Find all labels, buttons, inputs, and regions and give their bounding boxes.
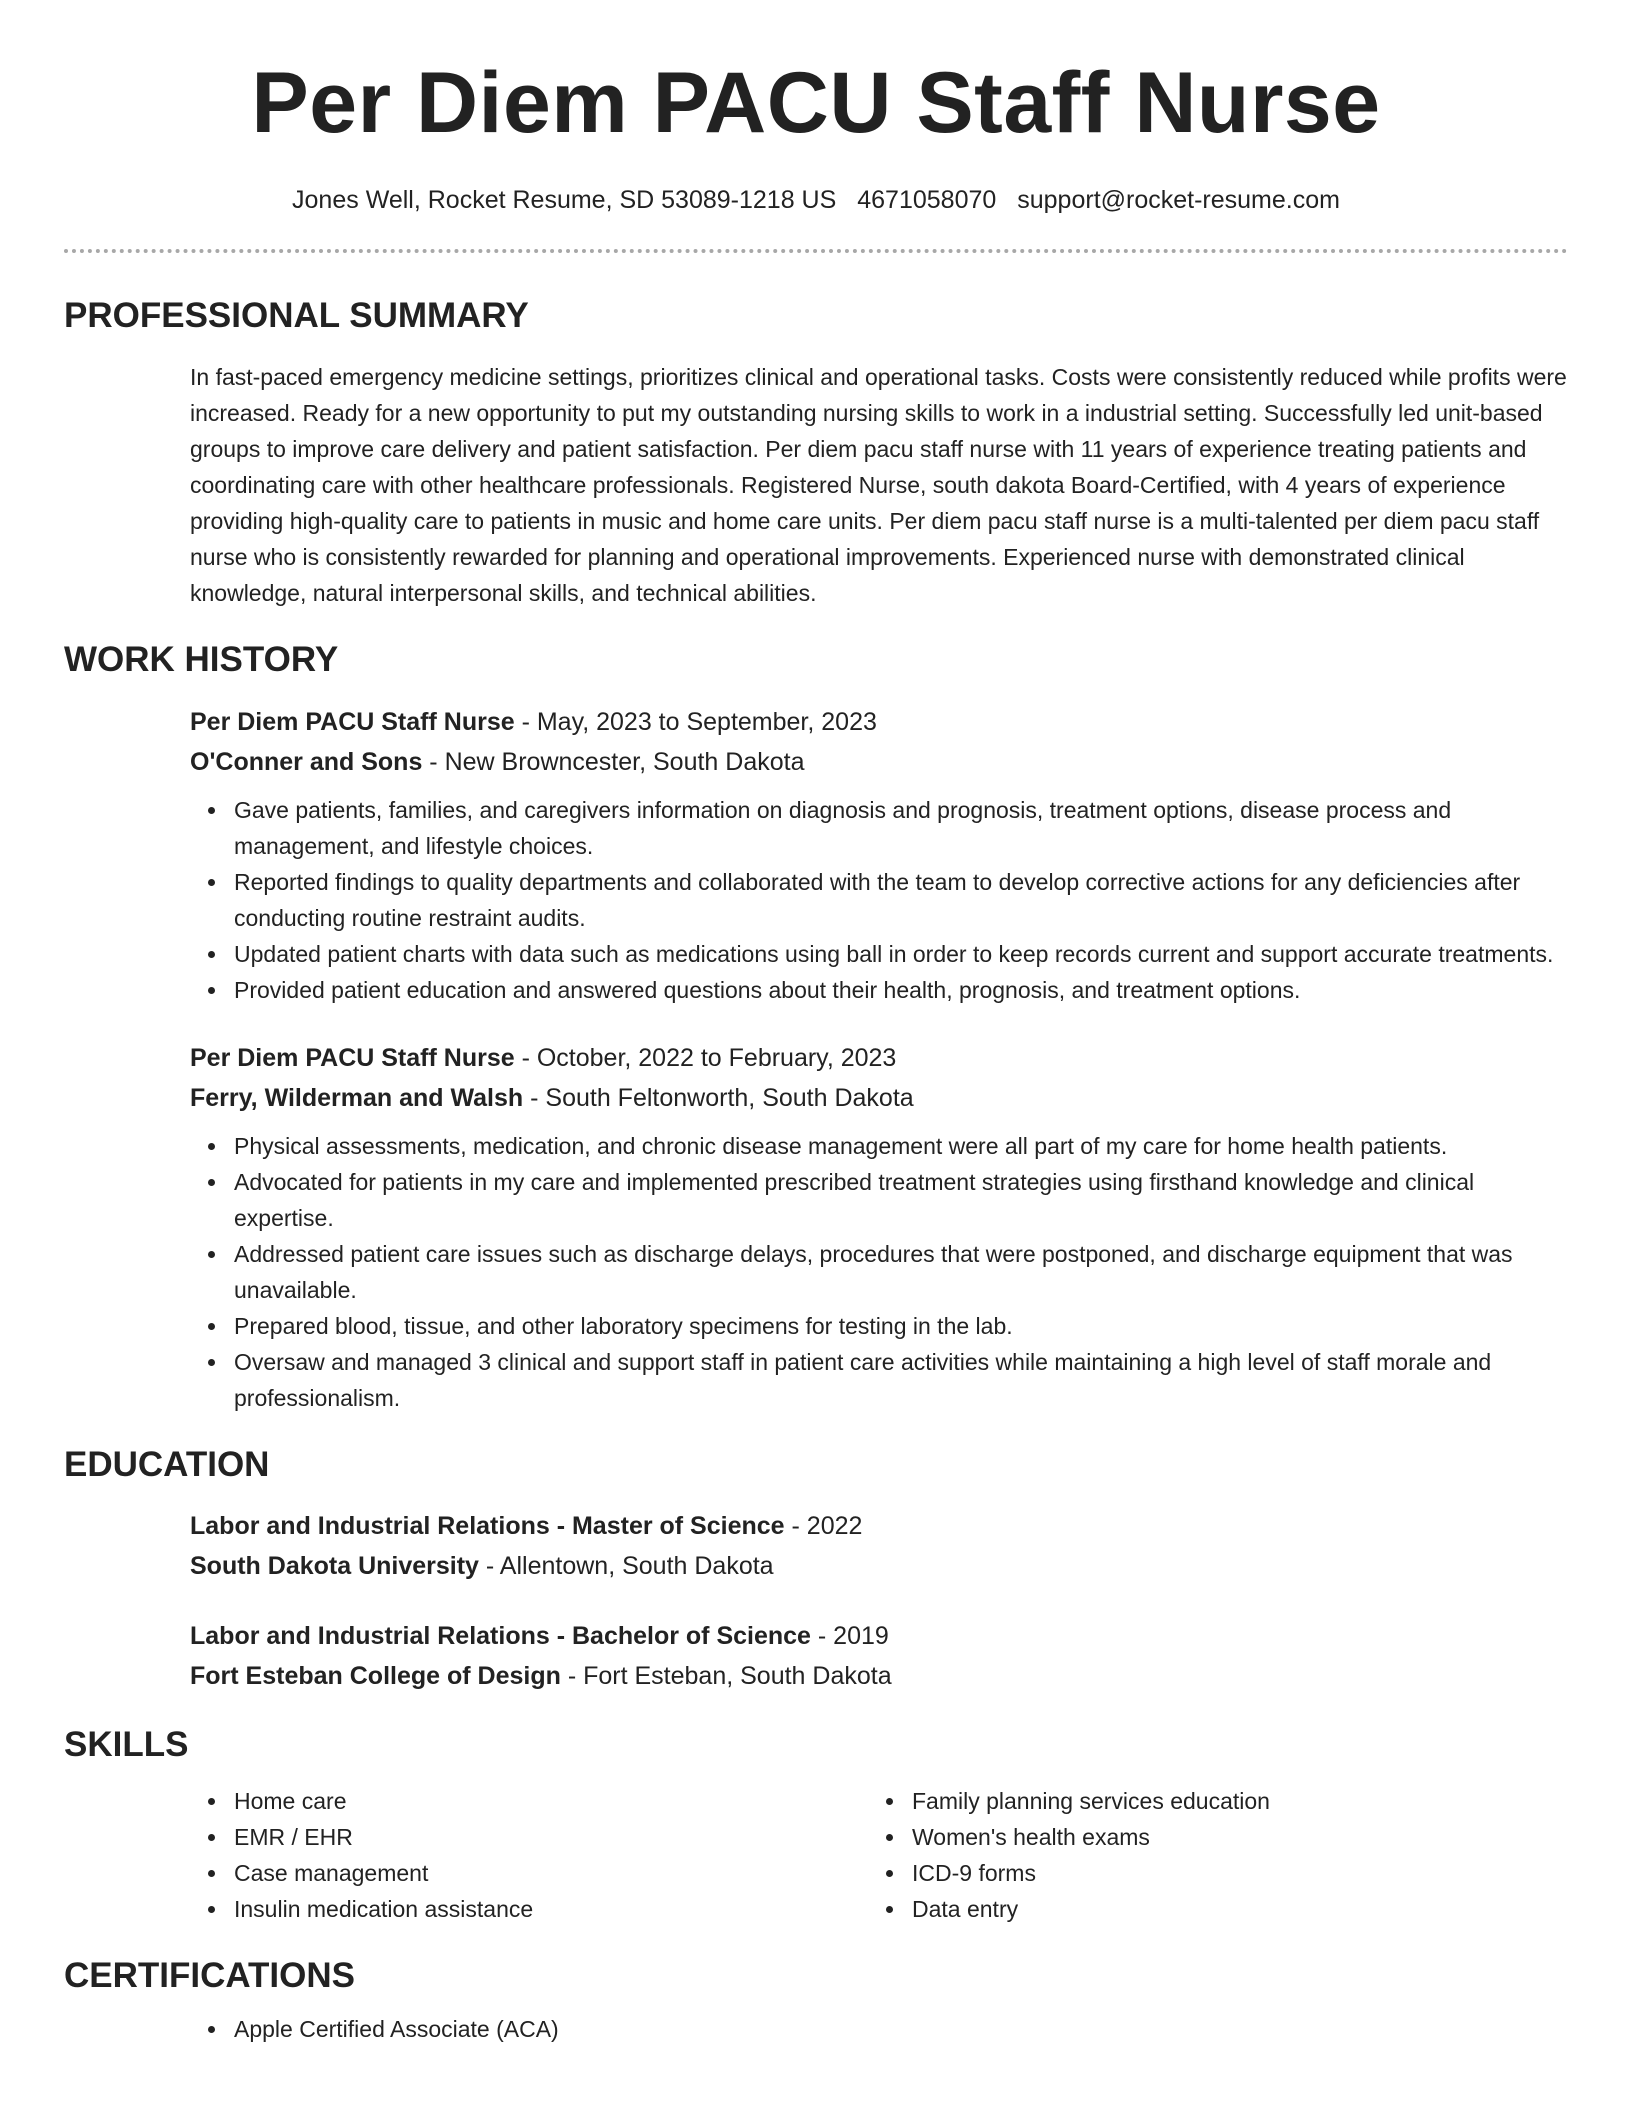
job-title: Per Diem PACU Staff Nurse — [190, 707, 515, 736]
certifications-list — [190, 2011, 1568, 2047]
work-history-section — [190, 702, 1568, 1416]
resume-title: Per Diem PACU Staff Nurse — [251, 55, 1381, 151]
job-title-line — [190, 702, 1568, 742]
job-bullet: Addressed patient care issues such as discharge delays, procedures that were postponed, and discharge equipment that was unavailable. — [234, 1236, 1568, 1308]
job-bullet: Reported findings to quality departments and collaborated with the team to develop corrective actions for any deficiencies after conducting routine restraint audits. — [234, 864, 1568, 936]
skill-item: Insulin medication assistance — [234, 1891, 868, 1927]
job-bullets — [190, 792, 1568, 1008]
education-school: South Dakota University — [190, 1552, 479, 1581]
skill-item: Family planning services education — [912, 1783, 1546, 1819]
job-bullet: Physical assessments, medication, and chronic disease management were all part of my care for home health patients. — [234, 1128, 1568, 1164]
job-title: Per Diem PACU Staff Nurse — [190, 1043, 515, 1072]
job-bullet: Updated patient charts with data such as medications using ball in order to keep records current and support accurate treatments. — [234, 936, 1568, 972]
job-dates: - October, 2022 to February, 2023 — [514, 1043, 897, 1072]
skill-item: Case management — [234, 1855, 868, 1891]
education-location: - Allentown, South Dakota — [478, 1552, 774, 1581]
certifications-heading: CERTIFICATIONS — [64, 1955, 356, 1995]
job-company-line — [190, 1078, 1568, 1118]
job-company-line — [190, 742, 1568, 782]
education-entry — [190, 1506, 1568, 1586]
job-location: - New Browncester, South Dakota — [422, 747, 805, 776]
job-bullet: Prepared blood, tissue, and other laboratory specimens for testing in the lab. — [234, 1308, 1568, 1344]
education-degree-line — [190, 1506, 1568, 1546]
skill-item: Data entry — [912, 1891, 1546, 1927]
skills-section — [190, 1783, 1568, 1927]
skills-list-left — [190, 1783, 868, 1927]
skills-list-right — [868, 1783, 1546, 1927]
skill-item: Home care — [234, 1783, 868, 1819]
certifications-section — [190, 2011, 1568, 2047]
education-school: Fort Esteban College of Design — [190, 1662, 561, 1691]
summary-heading: PROFESSIONAL SUMMARY — [64, 295, 529, 335]
skills-column-left — [190, 1783, 868, 1927]
education-degree: Labor and Industrial Relations - Bachelor of Science — [190, 1622, 811, 1651]
job-bullet: Oversaw and managed 3 clinical and support staff in patient care activities while maintaining a high level of staff morale and professionalism. — [234, 1344, 1568, 1416]
contact-email[interactable]: support@rocket-resume.com — [1017, 185, 1340, 214]
contact-line — [64, 185, 1568, 215]
job-location: - South Feltonworth, South Dakota — [523, 1083, 914, 1112]
education-section — [190, 1506, 1568, 1696]
contact-phone: 4671058070 — [857, 185, 997, 214]
summary-text: In fast-paced emergency medicine settings, prioritizes clinical and operational tasks. Costs were consistently reduced while profits were increased. Ready for a new opportunity to put my outstanding nursing skills to work in a industrial setting. Successfully led unit-based groups to improve care delivery and patient satisfaction. Per diem pacu staff nurse with 11 years of experience treating patients and coordinating care with other healthcare professionals. Registered Nurse, south dakota Board-Certified, with 4 years of experience providing high-quality care to patients in music and home care units. Per diem pacu staff nurse is a multi-talented per diem pacu staff nurse who is consistently rewarded for planning and operational improvements. Experienced nurse with demonstrated clinical knowledge, natural interpersonal skills, and technical abilities. — [190, 364, 1567, 607]
education-heading: EDUCATION — [64, 1444, 270, 1484]
contact-address: Jones Well, Rocket Resume, SD 53089-1218 US — [292, 185, 837, 214]
education-location: - Fort Esteban, South Dakota — [560, 1662, 892, 1691]
job-entry — [190, 702, 1568, 1008]
skills-column-right — [868, 1783, 1546, 1927]
resume-page — [64, 0, 1568, 2047]
work-history-heading: WORK HISTORY — [64, 640, 339, 680]
education-degree-line — [190, 1616, 1568, 1656]
job-entry — [190, 1038, 1568, 1416]
job-company: O'Conner and Sons — [190, 747, 423, 776]
job-bullet: Advocated for patients in my care and implemented prescribed treatment strategies using firsthand knowledge and clinical expertise. — [234, 1164, 1568, 1236]
job-title-line — [190, 1038, 1568, 1078]
job-bullet: Provided patient education and answered questions about their health, prognosis, and treatment options. — [234, 972, 1568, 1008]
education-school-line — [190, 1656, 1568, 1696]
education-degree: Labor and Industrial Relations - Master of Science — [190, 1512, 785, 1541]
skills-heading: SKILLS — [64, 1725, 189, 1765]
education-year: - 2019 — [810, 1622, 889, 1651]
job-bullet: Gave patients, families, and caregivers information on diagnosis and prognosis, treatment options, disease process and management, and lifestyle choices. — [234, 792, 1568, 864]
skill-item: ICD-9 forms — [912, 1855, 1546, 1891]
education-entry — [190, 1616, 1568, 1696]
skill-item: EMR / EHR — [234, 1819, 868, 1855]
job-dates: - May, 2023 to September, 2023 — [514, 707, 877, 736]
skill-item: Women's health exams — [912, 1819, 1546, 1855]
header-divider — [64, 249, 1568, 253]
summary-section — [190, 359, 1568, 611]
certification-item: Apple Certified Associate (ACA) — [234, 2011, 1568, 2047]
job-company: Ferry, Wilderman and Walsh — [190, 1083, 524, 1112]
education-school-line — [190, 1546, 1568, 1586]
job-bullets — [190, 1128, 1568, 1416]
education-year: - 2022 — [784, 1512, 863, 1541]
